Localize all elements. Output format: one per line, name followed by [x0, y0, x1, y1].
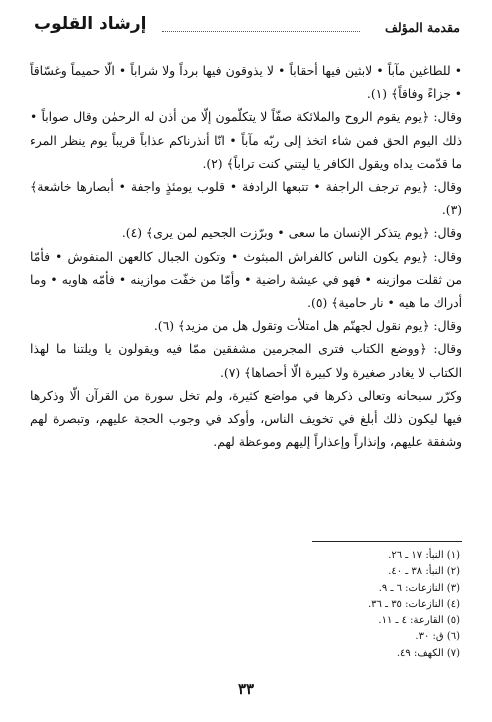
footnote: (٦) ق: ٣٠. [415, 631, 460, 643]
footnote: (٢) النبأ: ٣٨ ـ ٤٠. [388, 566, 460, 578]
footnote: (٧) الكهف: ٤٩. [396, 647, 460, 659]
paragraph: وقال: ﴿ووضع الكتاب فترى المجرمين مشفقين ممّا فيه ويقولون يا ويلتنا ما لهذا الكتاب لا يغادر صغيرة ولا كبيرة الّا أحصاها﴾ (٧). [30, 342, 462, 380]
footnote: (١) النبأ: ١٧ ـ ٢٦. [388, 550, 460, 561]
header-dotted-rule [162, 31, 360, 32]
main-text [30, 60, 462, 454]
chapter-title: مقدمة المؤلف [384, 20, 460, 35]
footnote: (٣) النازعات: ٦ ـ ٩. [378, 582, 460, 594]
footnotes [368, 548, 460, 662]
page-number: ٣٣ [237, 680, 255, 698]
paragraph: • للطاغين مآباً • لابثين فيها أحقاباً • لا يذوقون فيها برداً ولا شراباً • الّا حميماً وغسّاقاً • جزاءً وفاقاً﴾ (١). [30, 64, 462, 102]
footnote-separator [312, 541, 462, 542]
paragraph: وقال: ﴿يوم ترجف الراجفة • تتبعها الرادفة • قلوب يومئذٍ واجفة • أبصارها خاشعة﴾ (٣). [30, 180, 462, 218]
footnote: (٤) النازعات: ٣٥ ـ ٣٦. [367, 598, 460, 610]
paragraph: وقال: ﴿يوم يتذكر الإنسان ما سعى • وبرّزت الجحيم لمن يرى﴾ (٤). [121, 226, 462, 241]
paragraph: وقال: ﴿يوم نقول لجهنّم هل امتلأت وتقول هل من مزيد﴾ (٦). [153, 319, 462, 334]
book-title-logo: إرشاد القلوب [34, 14, 147, 34]
page-header [34, 14, 460, 42]
footnote: (٥) القارعة: ٤ ـ ١١. [378, 615, 460, 627]
paragraph: وكرّر سبحانه وتعالى ذكرها في مواضع كثيرة، ولم تخل سورة من القرآن الّا وذكرها فيها ليكون ذلك أبلغ في تخويف الناس، وأوكد في وجوب الحجة عليهم، وتبصرة لهم وشفقة عليهم، وإنذاراً وإعذاراً إليهم وموعظة لهم. [30, 388, 462, 450]
paragraph: وقال: ﴿يوم يقوم الروح والملائكة صفّاً لا يتكلّمون إلّا من أذن له الرحمٰن وقال صواباً • ذلك اليوم الحق فمن شاء اتخذ إلى ربّه مآباً • انّا أنذرناكم عذاباً قريباً يوم ينظر المرء ما قدّمت يداه ويقول الكافر يا ليتني كنت تراباً﴾ (٢). [30, 110, 462, 171]
paragraph: وقال: ﴿يوم يكون الناس كالفراش المبثوث • وتكون الجبال كالعهن المنفوش • فأمّا من ثقلت موازينه • فهو في عيشة راضية • وأمّا من خفّت موازينه • فأمّه هاويه • وما أدراك ما هيه • نار حامية﴾ (٥). [30, 249, 462, 311]
